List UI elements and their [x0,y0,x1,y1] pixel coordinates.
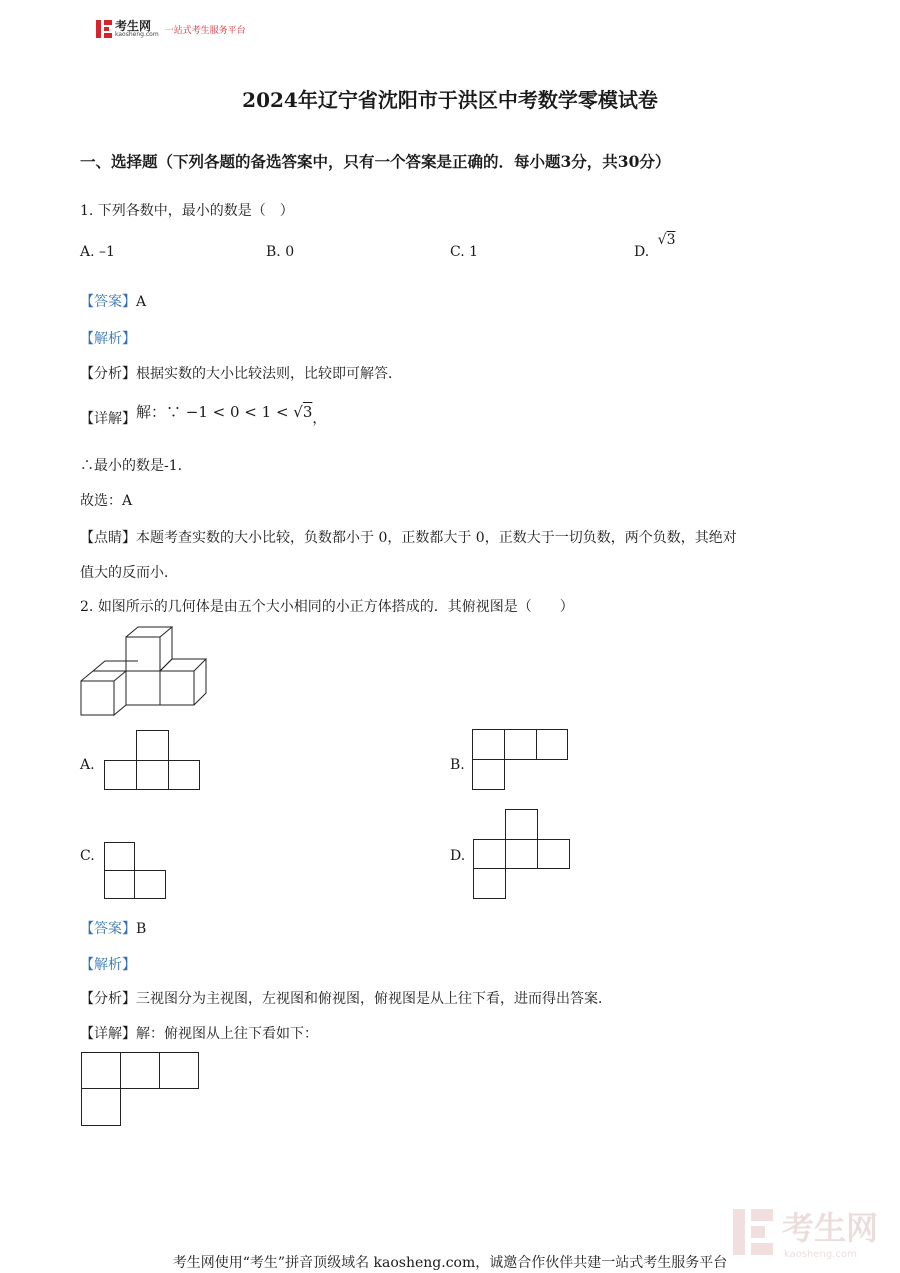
dianjing-line1: 本题考查实数的大小比较，负数都小于 0，正数都大于 0，正数大于一切负数，两个负数，其绝对 [136,530,737,546]
kaosheng-logo-icon [96,20,112,38]
answer-value: A [136,294,147,310]
xiangjie-tag: 【详解】 [80,411,136,427]
q1-option-d-label: D. [634,244,650,260]
q2-answer [80,918,146,938]
q1-option-a: A. –1 [80,244,115,260]
q2-stem-text: 如图所示的几何体是由五个大小相同的小正方体搭成的．其俯视图是（ ） [97,599,574,615]
page-footer: 考生网使用“考生”拼音顶级域名 kaosheng.com，诚邀合作伙伴共建一站式考生服务平台 [172,1255,728,1271]
q2-xiangjie [80,1023,318,1043]
brand-slogan: 一站式考生服务平台 [164,25,246,36]
q2-fenxi [80,988,612,1008]
watermark-domain: kaosheng.com [783,1249,857,1260]
q2-option-c-grid [104,842,166,899]
dianjing-tag: 【点睛】 [80,530,136,546]
watermark-logo-icon [733,1209,773,1255]
q2-option-a-grid [104,730,200,790]
q2-option-b-grid [472,729,568,790]
q1-fenxi [80,363,402,383]
q2-stem [80,596,574,616]
q2-option-d-label: D. [450,848,466,864]
fenxi-text: 根据实数的大小比较法则，比较即可解答． [136,366,402,382]
fenxi-tag: 【分析】 [80,366,136,382]
xiangjie-math [136,403,312,421]
q1-stem: 1. 下列各数中，最小的数是（ ） [80,203,294,219]
q1-dianjing-line2: 值大的反而小． [80,565,178,581]
cube-solid-figure [80,625,210,720]
q2-jiexi-tag: 【解析】 [80,957,136,973]
exam-title: 2024年辽宁省沈阳市于洪区中考数学零模试卷 [242,88,658,112]
q1-dianjing [80,527,737,547]
q1-xiangjie [80,403,327,428]
q1-option-b: B. 0 [266,244,295,260]
xiangjie-inequality: 解：∵ −1 < 0 < 1 < √ [136,403,303,421]
q1-option-c: C. 1 [450,244,479,260]
xiangjie-sqrt-value: 3 [302,403,313,421]
q1-option-d-value: 3 [666,232,676,248]
answer-tag: 【答案】 [80,294,136,310]
xiangjie-tag: 【详解】 [80,1026,136,1042]
brand-name: 考生网 [115,19,152,33]
brand-domain: kaosheng.com [115,31,159,38]
xiangjie-comma: ， [312,411,327,427]
q2-option-a-label: A. [80,757,95,773]
q2-option-b-label: B. [450,757,465,773]
answer-tag: 【答案】 [80,921,136,937]
q1-therefore: ∴最小的数是-1． [80,458,192,474]
xiangjie-text: 解：俯视图从上往下看如下： [136,1026,318,1042]
q1-option-d [634,232,676,260]
answer-value: B [136,921,147,937]
q1-jiexi-tag: 【解析】 [80,331,136,347]
q2-number: 2. [80,599,94,615]
q2-option-d-grid [473,809,570,899]
fenxi-text: 三视图分为主视图，左视图和俯视图，俯视图是从上往下看，进而得出答案． [136,991,612,1007]
fenxi-tag: 【分析】 [80,991,136,1007]
section-heading: 一、选择题（下列各题的备选答案中，只有一个答案是正确的．每小题3分，共30分） [80,152,671,171]
sqrt-icon: √ [657,232,667,248]
watermark-brand: 考生网 [781,1209,878,1247]
site-logo [96,20,246,38]
q1-guxuan: 故选：A [80,493,133,509]
q2-solution-grid [81,1052,199,1126]
q2-option-c-label: C. [80,848,95,864]
q1-answer [80,291,146,311]
